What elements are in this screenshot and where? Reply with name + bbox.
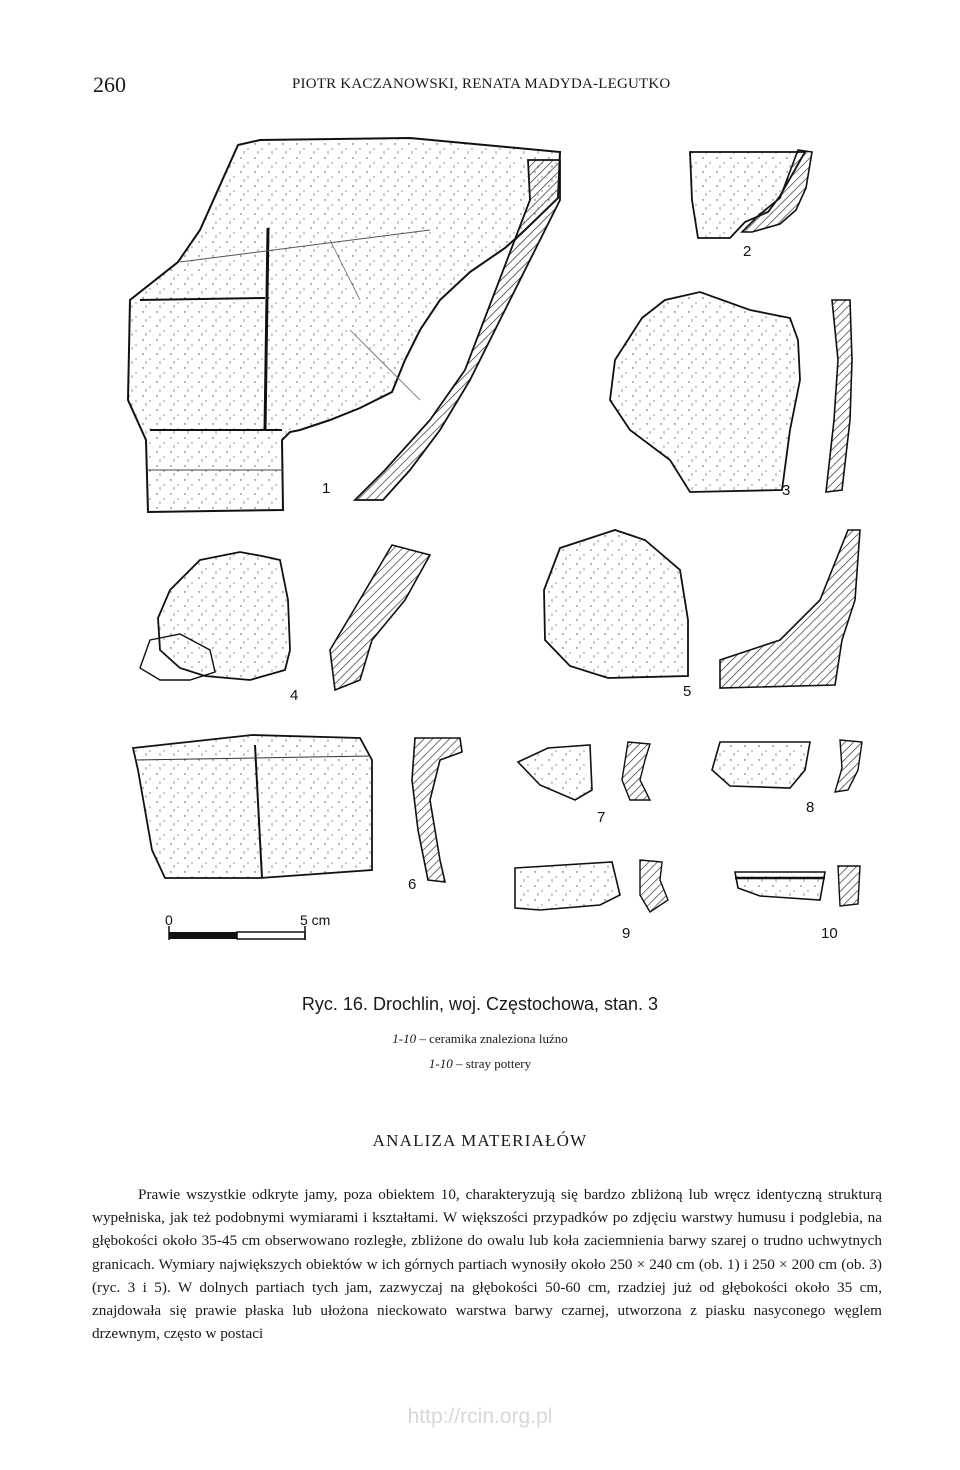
sherd-10-drawing — [735, 866, 860, 906]
scale-bar — [169, 926, 305, 940]
figure-caption-english — [0, 1056, 960, 1072]
caption-pl-text: – ceramika znaleziona luźno — [416, 1031, 568, 1046]
sherd-1-drawing — [128, 138, 560, 512]
sherd-2-drawing — [690, 150, 812, 238]
body-text — [92, 1183, 882, 1345]
caption-pl-range: 1-10 — [392, 1031, 417, 1046]
find-label-2: 2 — [743, 243, 752, 260]
sherd-6-drawing — [133, 735, 462, 882]
sherd-4-drawing — [140, 545, 430, 690]
sherd-7-drawing — [518, 742, 650, 800]
caption-en-range: 1-10 — [428, 1056, 453, 1071]
section-heading: ANALIZA MATERIAŁÓW — [372, 1131, 588, 1150]
scale-label-end: 5 cm — [300, 912, 331, 928]
find-label-10: 10 — [821, 925, 838, 942]
find-label-9: 9 — [622, 925, 631, 942]
sherd-5-drawing — [544, 530, 860, 688]
find-label-7: 7 — [597, 809, 606, 826]
running-head: PIOTR KACZANOWSKI, RENATA MADYDA-LEGUTKO — [292, 76, 671, 92]
caption-en-text: – stray pottery — [452, 1056, 532, 1071]
find-label-1: 1 — [322, 480, 331, 497]
find-label-5: 5 — [683, 683, 692, 700]
paragraph: Prawie wszystkie odkryte jamy, poza obiektem 10, charakteryzują się bardzo zbliżoną lub wręcz identyczną strukturą wypełniska, jak też podobnymi wymiarami i kształtami. W większości przypadków po zdjęciu warstwy humusu i podglebia, na głębokości około 35-45 cm obserwowano rozległe, zbliżone do owalu lub koła zaciemnienia barwy szarej o trudno uchwytnych granicach. Wymiary największych obiektów w ich górnych partiach wynosiły około 250 × 240 cm (ob. 1) i 250 × 200 cm (ob. 3) (ryc. 3 i 5). W dolnych partiach tych jam, zazwyczaj na głębokości 50-60 cm, rzadziej już od głębokości około 35 cm, znajdowała się prawie płaska lub ułożona nieckowato warstwa barwy czarnej, utworzona z piasku nasyconego węglem drzewnym, często w postaci — [92, 1186, 882, 1343]
find-label-8: 8 — [806, 799, 815, 816]
sherd-9-drawing — [515, 860, 668, 912]
find-label-4: 4 — [290, 687, 299, 704]
scale-label-start: 0 — [165, 912, 173, 928]
sherd-3-drawing — [610, 292, 852, 492]
figure-caption-title: Ryc. 16. Drochlin, woj. Częstochowa, stan. 3 — [301, 994, 659, 1014]
sherd-8-drawing — [712, 740, 862, 792]
watermark: http://rcin.org.pl — [407, 1405, 553, 1428]
page-number: 260 — [93, 72, 126, 97]
find-label-6: 6 — [408, 876, 417, 893]
figure-caption-polish — [0, 1031, 960, 1047]
find-label-3: 3 — [782, 482, 791, 499]
